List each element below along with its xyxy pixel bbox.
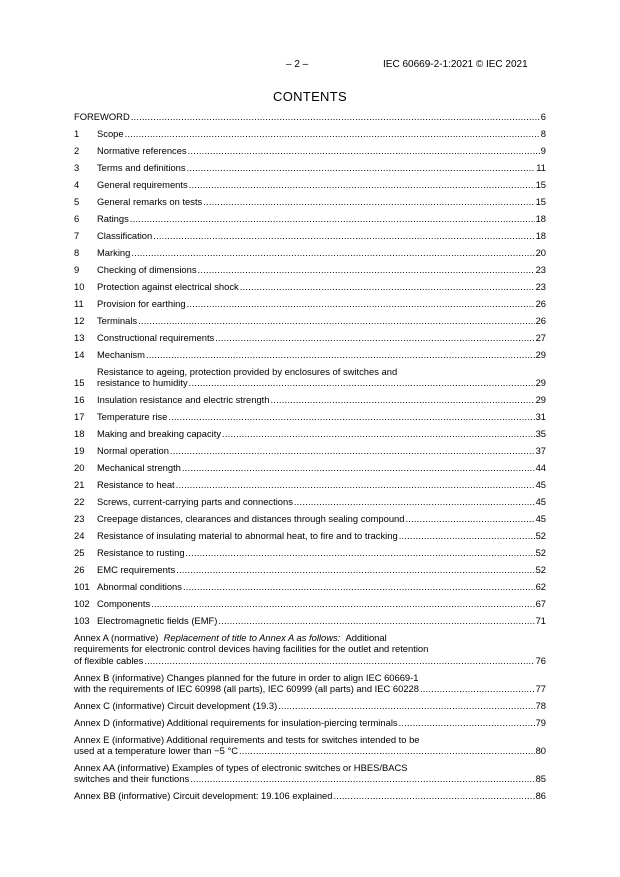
toc-title: Marking	[97, 247, 131, 258]
toc-page: 26	[535, 298, 546, 309]
leader-dots	[176, 564, 534, 575]
toc-entry-clause-18[interactable]	[74, 428, 546, 439]
toc-entry-clause-101[interactable]	[74, 581, 546, 592]
toc-title: Resistance of insulating material to abnormal heat, to fire and to tracking	[97, 530, 398, 542]
leader-dots	[176, 479, 535, 490]
toc-page: 79	[535, 716, 546, 728]
toc-title: Making and breaking capacity	[97, 428, 222, 440]
leader-dots	[218, 615, 534, 626]
toc-title: General requirements	[97, 179, 188, 190]
toc-number: 11	[74, 298, 84, 309]
toc-title: Ratings	[97, 213, 129, 224]
toc-title: Provision for earthing	[97, 298, 186, 309]
leader-dots	[215, 332, 534, 343]
leader-dots	[144, 655, 534, 666]
toc-title: Components	[97, 598, 151, 610]
leader-dots	[271, 394, 535, 405]
toc-number: 18	[74, 428, 85, 440]
toc-title: Terminals	[97, 315, 138, 326]
toc-title: of flexible cables	[74, 654, 144, 666]
toc-page: 23	[535, 281, 546, 292]
toc-page: 71	[535, 615, 546, 627]
toc-number: 9	[74, 264, 80, 275]
toc-number: 21	[74, 479, 85, 491]
toc-page: 26	[535, 315, 546, 326]
toc-title: Protection against electrical shock	[97, 281, 239, 292]
leader-dots	[399, 717, 535, 728]
toc-entry-clause-10[interactable]	[74, 281, 546, 292]
toc-title: Annex D (informative) Additional requirements for insulation-piercing terminals	[74, 716, 398, 728]
toc-number: 8	[74, 247, 80, 258]
leader-dots	[187, 298, 535, 309]
toc-page: 27	[535, 332, 546, 343]
leader-dots	[183, 581, 535, 592]
toc-number: 24	[74, 530, 85, 542]
toc-title: Normative references	[97, 145, 187, 156]
toc-title: Scope	[97, 128, 124, 139]
leader-dots	[187, 162, 536, 173]
toc-entry-foreword[interactable]	[74, 111, 546, 122]
toc-page: 44	[535, 462, 546, 474]
toc-entry-clause-12[interactable]	[74, 315, 546, 326]
table-of-contents	[74, 111, 546, 807]
toc-title: Electromagnetic fields (EMF)	[97, 615, 218, 627]
toc-title: used at a temperature lower than −5 °C	[74, 745, 238, 757]
toc-entry-clause-11[interactable]	[74, 298, 546, 309]
toc-page: 62	[535, 581, 546, 593]
leader-dots	[239, 745, 535, 756]
toc-entry-annex-b[interactable]	[74, 672, 546, 694]
annex-title-line: Annex E (informative) Additional requirements and tests for switches intended to be	[74, 733, 420, 745]
toc-number: 26	[74, 564, 85, 576]
toc-entry-clause-2[interactable]	[74, 145, 546, 156]
toc-page: 52	[535, 564, 546, 576]
toc-page: 15	[535, 179, 546, 190]
toc-number: 12	[74, 315, 85, 326]
leader-dots	[198, 264, 535, 275]
toc-page: 29	[535, 394, 546, 406]
toc-entry-annex-d[interactable]	[74, 717, 546, 728]
toc-entry-clause-21[interactable]	[74, 479, 546, 490]
leader-dots	[188, 145, 540, 156]
annex-title-line: Annex AA (informative) Examples of types of electronic switches or HBES/BACS	[74, 762, 408, 774]
toc-entry-clause-3[interactable]	[74, 162, 546, 173]
annex-title-line: Annex B (informative) Changes planned for the future in order to align IEC 60669-1	[74, 671, 419, 683]
leader-dots	[130, 213, 535, 224]
toc-number: 103	[74, 615, 90, 627]
toc-title-line: Resistance to ageing, protection provided by enclosures of switches and	[97, 366, 398, 377]
toc-number: 6	[74, 213, 80, 224]
toc-page: 18	[535, 213, 546, 224]
toc-entry-clause-19[interactable]	[74, 445, 546, 456]
toc-entry-clause-15[interactable]	[74, 366, 546, 388]
annex-title-part: Additional	[345, 632, 387, 644]
leader-dots	[151, 598, 534, 609]
toc-title: Classification	[97, 230, 153, 241]
leader-dots	[420, 683, 535, 694]
toc-entry-clause-20[interactable]	[74, 462, 546, 473]
toc-title: Temperature rise	[97, 411, 168, 423]
toc-number: 7	[74, 230, 80, 241]
toc-number: 102	[74, 598, 90, 610]
toc-page: 29	[535, 349, 546, 360]
toc-title: Mechanical strength	[97, 462, 181, 474]
contents-title: CONTENTS	[273, 89, 347, 104]
toc-title: Constructional requirements	[97, 332, 215, 343]
toc-title: Creepage distances, clearances and distances through sealing compound	[97, 513, 405, 525]
leader-dots	[222, 428, 535, 439]
toc-page: 37	[535, 445, 546, 457]
toc-title: General remarks on tests	[97, 196, 203, 207]
toc-entry-clause-24[interactable]	[74, 530, 546, 541]
leader-dots	[278, 700, 534, 711]
toc-title: Abnormal conditions	[97, 581, 182, 593]
leader-dots	[189, 377, 535, 388]
toc-number: 25	[74, 547, 85, 559]
toc-entry-clause-9[interactable]	[74, 264, 546, 275]
toc-page: 20	[535, 247, 546, 258]
toc-page: 78	[535, 699, 546, 711]
toc-number: 20	[74, 462, 85, 474]
toc-page: 8	[540, 128, 546, 139]
toc-page: 23	[535, 264, 546, 275]
page-number: – 2 –	[286, 59, 309, 70]
toc-entry-clause-102[interactable]	[74, 598, 546, 609]
toc-number: 23	[74, 513, 85, 525]
toc-page: 85	[535, 773, 546, 785]
toc-number: 3	[74, 162, 80, 173]
toc-page: 35	[535, 428, 546, 440]
toc-number: 14	[74, 349, 85, 360]
toc-title: Checking of dimensions	[97, 264, 197, 275]
toc-entry-clause-14[interactable]	[74, 349, 546, 360]
toc-title: Normal operation	[97, 445, 169, 457]
toc-entry-clause-16[interactable]	[74, 394, 546, 405]
toc-number: 4	[74, 179, 80, 190]
toc-page: 77	[535, 682, 546, 694]
toc-page: 52	[535, 547, 546, 559]
toc-page: 80	[535, 745, 546, 757]
toc-page: 15	[535, 196, 546, 207]
toc-title: Resistance to rusting	[97, 547, 185, 559]
toc-number: 16	[74, 394, 85, 406]
leader-dots	[333, 790, 534, 801]
toc-number: 1	[74, 128, 80, 139]
leader-dots	[190, 773, 534, 784]
toc-title: resistance to humidity	[97, 377, 188, 389]
toc-page: 18	[535, 230, 546, 241]
leader-dots	[153, 230, 534, 241]
toc-entry-clause-13[interactable]	[74, 332, 546, 343]
toc-entry-clause-26[interactable]	[74, 564, 546, 575]
leader-dots	[294, 496, 535, 507]
toc-entry-clause-7[interactable]	[74, 230, 546, 241]
toc-entry-annex-e[interactable]	[74, 734, 546, 756]
toc-page: 45	[535, 479, 546, 491]
toc-page: 11	[536, 162, 546, 173]
leader-dots	[240, 281, 535, 292]
toc-number: 2	[74, 145, 80, 156]
annex-label: Annex A (normative)	[74, 632, 159, 644]
leader-dots	[182, 462, 535, 473]
toc-number: 101	[74, 581, 90, 593]
leader-dots	[131, 247, 534, 258]
toc-page: 86	[535, 790, 546, 802]
toc-number: 10	[74, 281, 85, 292]
toc-title: EMC requirements	[97, 564, 176, 576]
toc-entry-annex-bb[interactable]	[74, 790, 546, 801]
leader-dots	[168, 411, 534, 422]
toc-title: FOREWORD	[74, 111, 130, 122]
toc-number: 15	[74, 377, 85, 389]
toc-number: 17	[74, 411, 85, 423]
leader-dots	[170, 445, 535, 456]
toc-page: 67	[535, 598, 546, 610]
toc-number: 13	[74, 332, 85, 343]
toc-number: 22	[74, 496, 85, 508]
toc-entry-clause-1[interactable]	[74, 128, 546, 139]
toc-entry-clause-22[interactable]	[74, 496, 546, 507]
leader-dots	[138, 315, 534, 326]
toc-title: with the requirements of IEC 60998 (all parts), IEC 60999 (all parts) and IEC 60228	[74, 682, 419, 694]
toc-entry-annex-c[interactable]	[74, 700, 546, 711]
toc-page: 9	[540, 145, 546, 156]
leader-dots	[125, 128, 540, 139]
toc-title: Annex C (informative) Circuit development (19.3)	[74, 699, 278, 711]
leader-dots	[146, 349, 535, 360]
toc-page: 45	[535, 496, 546, 508]
toc-title: Terms and definitions	[97, 162, 186, 173]
annex-title-line: requirements for electronic control devices having facilities for the outlet and retention	[74, 643, 429, 655]
toc-entry-clause-4[interactable]	[74, 179, 546, 190]
leader-dots	[203, 196, 534, 207]
toc-entry-clause-6[interactable]	[74, 213, 546, 224]
toc-entry-clause-25[interactable]	[74, 547, 546, 558]
toc-title: Insulation resistance and electric strength	[97, 394, 270, 406]
toc-title: Mechanism	[97, 349, 145, 360]
toc-entry-clause-103[interactable]	[74, 615, 546, 626]
leader-dots	[131, 111, 540, 122]
leader-dots	[186, 547, 535, 558]
toc-entry-annex-aa[interactable]	[74, 762, 546, 784]
clause-list	[74, 128, 546, 626]
toc-page: 6	[540, 111, 546, 122]
toc-entry-clause-17[interactable]	[74, 411, 546, 422]
toc-title: Resistance to heat	[97, 479, 175, 491]
toc-entry-annex-a[interactable]	[74, 632, 546, 666]
leader-dots	[399, 530, 535, 541]
toc-number: 19	[74, 445, 85, 457]
toc-title: switches and their functions	[74, 773, 190, 785]
toc-number: 5	[74, 196, 80, 207]
leader-dots	[189, 179, 535, 190]
toc-title: Annex BB (informative) Circuit development: 19.106 explained	[74, 790, 333, 802]
toc-page: 29	[535, 377, 546, 389]
toc-page: 45	[535, 513, 546, 525]
toc-title: Screws, current-carrying parts and connections	[97, 496, 293, 508]
toc-entry-clause-5[interactable]	[74, 196, 546, 207]
leader-dots	[406, 513, 535, 524]
toc-page: 52	[535, 530, 546, 542]
toc-entry-clause-23[interactable]	[74, 513, 546, 524]
toc-page: 76	[535, 654, 546, 666]
toc-page: 31	[535, 411, 546, 423]
annex-italic-note: Replacement of title to Annex A as follows:	[163, 632, 341, 644]
toc-entry-clause-8[interactable]	[74, 247, 546, 258]
standard-reference: IEC 60669-2-1:2021 © IEC 2021	[383, 59, 528, 70]
